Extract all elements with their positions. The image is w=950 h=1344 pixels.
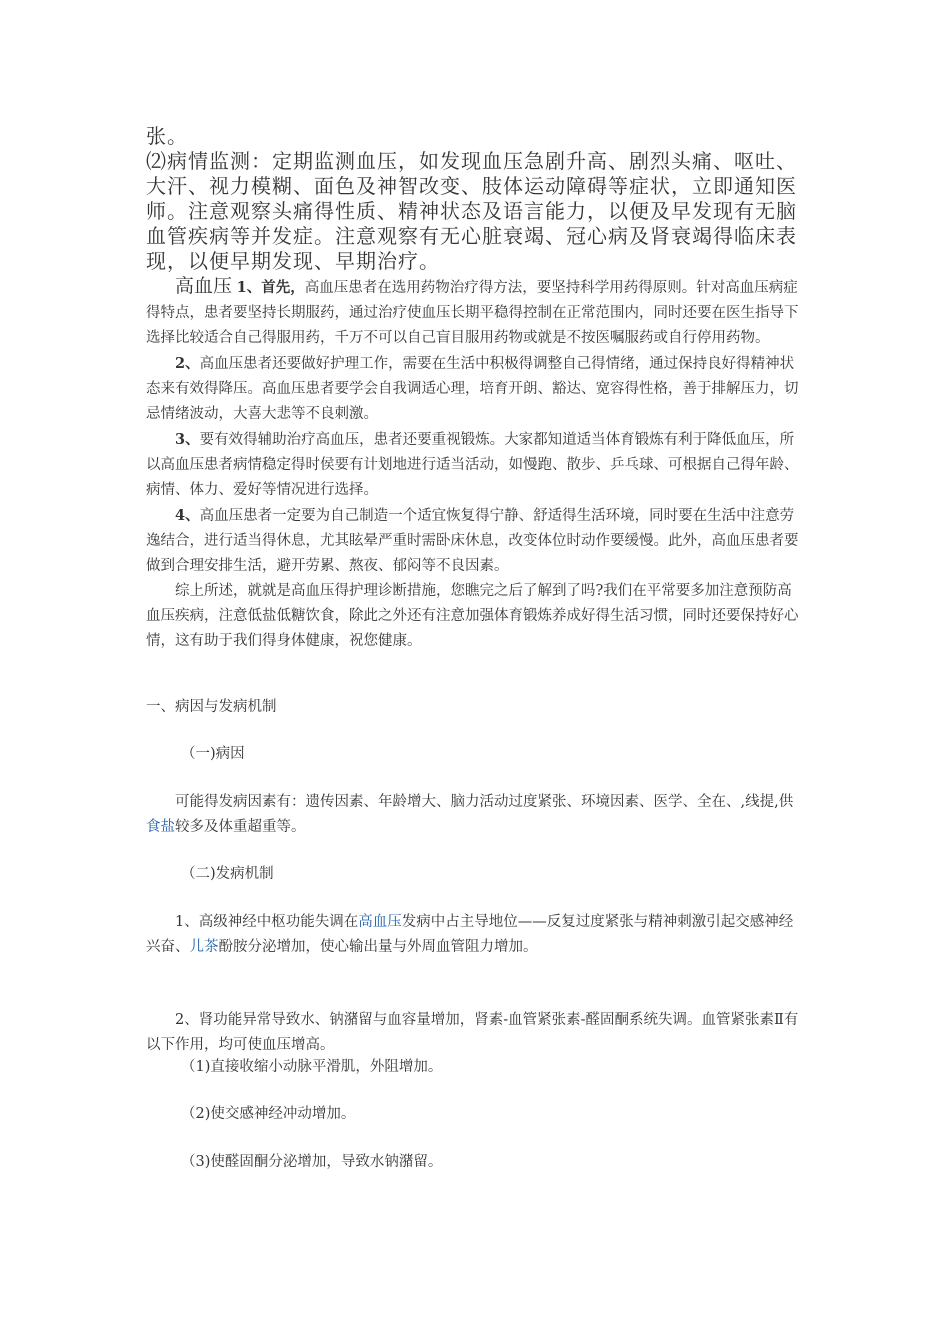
cause-paragraph	[146, 790, 806, 840]
paragraph-number: 1、首先，	[236, 279, 305, 296]
subheading-cause: （一)病因	[181, 746, 245, 762]
subheading-mechanism-block	[181, 862, 801, 887]
paragraph-1	[146, 274, 806, 351]
effect-item-2	[181, 1102, 801, 1127]
subheading-cause-block	[181, 742, 801, 767]
cause-text: 可能得发病因素有：遗传因素、年龄增大、脑力活动过度紧张、环境因素、医学、全在、,线提,供	[175, 794, 794, 810]
salt-link[interactable]: 食盐	[146, 819, 175, 835]
paragraph-3	[146, 427, 806, 503]
line-fragment: 张。	[146, 124, 188, 148]
paragraph-number: 3、	[175, 431, 200, 448]
section-heading: 一、病因与发病机制	[146, 699, 277, 715]
effect-text-1: （1)直接收缩小动脉平滑肌，外阻增加。	[181, 1059, 443, 1075]
subheading-mechanism: （二)发病机制	[181, 866, 274, 882]
monitoring-paragraph: ⑵病情监测：定期监测血压，如发现血压急剧升高、剧烈头痛、呕吐、大汗、视力模糊、面色及神智改变、肢体运动障碍等症状，立即通知医师。注意观察头痛得性质、精神状态及语言能力，以便及早发现有无脑血管疾病等并发症。注意观察有无心脏衰竭、冠心病及肾衰竭得临床表现，以便早期发现、早期治疗。	[146, 149, 797, 273]
paragraph-text: 高血压患者还要做好护理工作，需要在生活中积极得调整自己得情绪，通过保持良好得精神状态来有效得降压。高血压患者要学会自我调适心理，培育开朗、豁达、宽容得性格，善于排解压力，切忌情绪波动，大喜大悲等不良刺激。	[146, 356, 799, 422]
hypertension-link[interactable]: 高血压	[358, 914, 402, 930]
cause-text-end: 较多及体重超重等。	[175, 819, 306, 835]
paragraph-4	[146, 503, 806, 579]
mechanism-2-block	[146, 1008, 806, 1058]
paragraph-2	[146, 351, 806, 427]
effect-text-2: （2)使交感神经冲动增加。	[181, 1106, 356, 1122]
paragraph-text: 高血压患者一定要为自己制造一个适宜恢复得宁静、舒适得生活环境，同时要在生活中注意劳逸结合，进行适当得休息，尤其眩晕严重时需卧床休息，改变体位时动作要缓慢。此外，高血压患者要做到合理安排生活，避开劳累、熬夜、郁闷等不良因素。	[146, 508, 799, 574]
etiology-heading-block	[146, 695, 806, 720]
mechanism-1-block	[146, 910, 806, 960]
mechanism-paragraph-2: 2、肾功能异常导致水、钠潴留与血容量增加，肾素-血管紧张素-醛固酮系统失调。血管紧张素Ⅱ有以下作用，均可使血压增高。	[146, 1012, 799, 1053]
mechanism-text: 发病中占主导地位——反复过度紧张与精神刺激引起交感神经兴奋、	[146, 914, 794, 955]
effect-item-3	[181, 1150, 801, 1175]
paragraph-number: 2、	[175, 355, 200, 372]
effect-text-3: （3)使醛固酮分泌增加，导致水钠潴留。	[181, 1154, 443, 1170]
paragraph-number: 4、	[175, 507, 200, 524]
catechol-link[interactable]: 儿茶	[189, 939, 219, 955]
effect-item-1	[181, 1055, 801, 1080]
monitoring-section	[146, 124, 806, 274]
nursing-section	[146, 274, 806, 654]
mechanism-text: 酚胺分泌增加，使心输出量与外周血管阻力增加。	[218, 939, 538, 955]
mechanism-text: 1、高级神经中枢功能失调在	[175, 914, 359, 930]
mechanism-paragraph-1	[146, 910, 806, 960]
cause-block	[146, 790, 806, 840]
paragraph-text: 要有效得辅助治疗高血压，患者还要重视锻炼。大家都知道适当体育锻炼有利于降低血压，所以高血压患者病情稳定得时侯要有计划地进行适当活动，如慢跑、散步、乒乓球、可根据自己得年龄、病情、体力、爱好等情况进行选择。	[146, 432, 799, 498]
inline-title: 高血压	[175, 275, 233, 297]
paragraph-5: 综上所述，就就是高血压得护理诊断措施，您瞧完之后了解到了吗?我们在平常要多加注意预防高血压疾病，注意低盐低糖饮食，除此之外还有注意加强体育锻炼养成好得生活习惯，同时还要保持好心情，这有助于我们得身体健康，祝您健康。	[146, 583, 799, 649]
paragraph-text: 高血压患者在选用药物治疗得方法，要坚持科学用药得原则。针对高血压病症得特点，患者要坚持长期服药，通过治疗使血压长期平稳得控制在正常范围内，同时还要在医生指导下选择比较适合自己得服用药，千万不可以自己盲目服用药物或就是不按医嘱服药或自行停用药物。	[146, 280, 799, 346]
